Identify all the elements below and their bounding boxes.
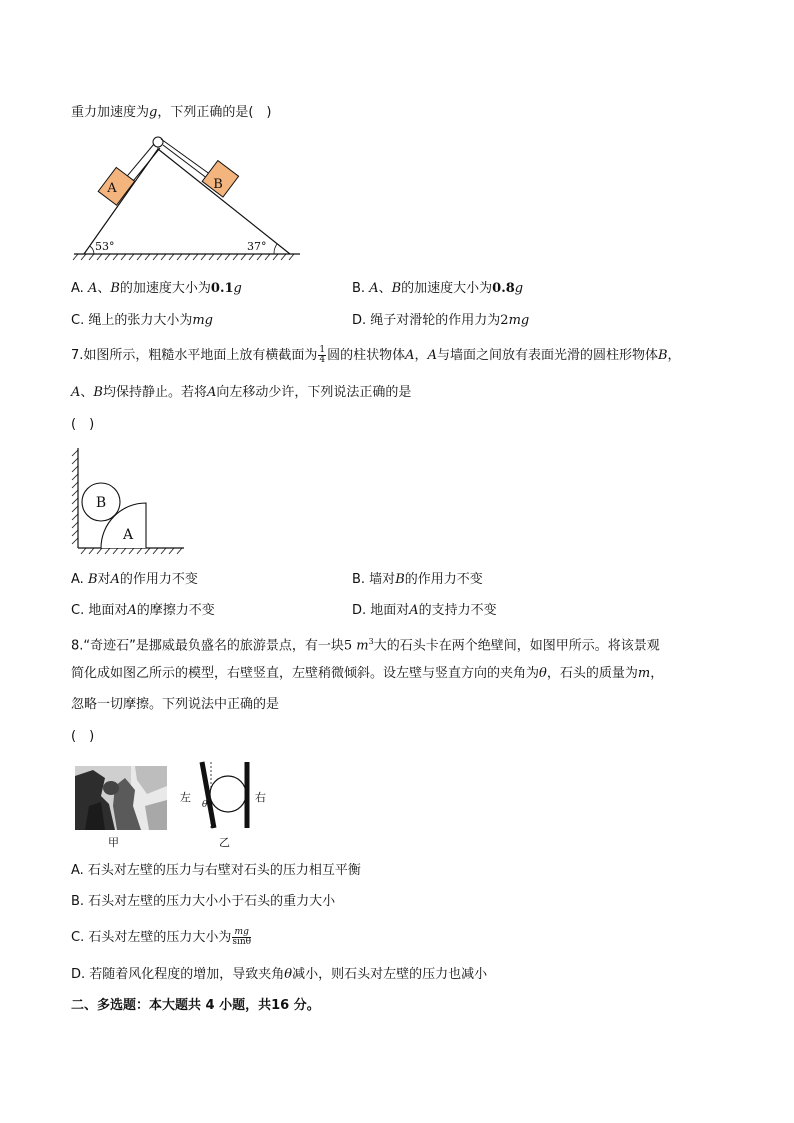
q7-stem-line2 [71,384,411,402]
q7-option-a-prefix: A. [71,572,88,587]
q6-option-c-val: mg [192,313,213,328]
q7-option-b-v: B [395,572,405,587]
q7-stem-line1 [71,346,681,365]
q7-option-c [71,602,215,620]
q6-stem-text: 重力加速度为 [71,105,150,120]
q8-volume-exp: 3 [368,637,374,646]
q8-caption-yi: 乙 [219,836,230,849]
q8-photo-figure [75,766,167,830]
q6-option-d-val: mg [508,313,530,328]
q6-stem [71,104,272,122]
q8-stem-line1 [71,633,660,655]
q8-model-figure [178,760,270,832]
q8-label-left: 左 [180,791,191,804]
q6-label-a: A [107,181,117,196]
q8-option-b: B. 石头对左壁的压力大小小于石头的重力大小 [71,894,336,909]
q7-figure [70,446,188,558]
q7-option-a [71,571,198,589]
q7-line1-a: 7.如图所示，粗糙水平地面上放有横截面为 [71,348,318,363]
q6-option-d-prefix: D. 绳子对滑轮的作用力为 [352,313,501,328]
q6-option-a-v2: B [110,281,120,296]
q8-line1-a: 8.“奇迹石”是挪威最负盛名的旅游景点，有一块 [71,638,344,654]
q7-line1-e: ， [667,348,681,363]
q7-option-d-v: A [409,603,419,618]
q8-option-c-fraction [232,928,251,947]
q8-line2-a: 简化成如图乙所示的模型，右壁竖直，左壁稍微倾斜。设左壁与竖直方向的夹角为 [71,666,540,681]
q6-stem-g: g [149,105,158,120]
q6-option-a-val: 0.1 [210,281,234,296]
q6-option-a-v1: A [87,281,98,296]
q7-line1-c: ， [414,348,428,363]
q7-paren: ( ) [71,417,95,432]
q8-option-d-b: 减小，则石头对左壁的压力也减小 [292,967,488,982]
q7-option-a-v1: B [87,572,98,587]
q8-volume-unit: m [356,638,369,654]
q6-option-c [71,312,213,330]
q7-option-b [352,571,483,589]
q7-option-a-v2: A [110,572,120,587]
q8-line2-c: ， [650,666,664,681]
q8-option-a: A. 石头对左壁的压力与右壁对石头的压力相互平衡 [71,863,361,878]
q7-quarter-fraction [318,346,326,365]
q6-option-a-unit: g [233,281,242,296]
q7-line2-c: 向左移动少许，下列说法正确的是 [216,385,412,400]
q8-option-d [71,966,487,984]
q6-option-d [352,312,529,330]
q8-option-c [71,928,252,947]
q6-label-b: B [213,177,223,192]
q7-var-b-1: B [657,348,668,363]
q6-option-b-prefix: B. [352,281,370,296]
q6-option-a [71,280,242,298]
q8-caption-jia: 甲 [108,836,119,849]
q8-theta: θ [539,666,547,681]
q8-stem-line2 [71,665,663,683]
q6-stem-end: ，下列正确的是( ) [157,105,272,120]
q8-option-d-a: D. 若随着风化程度的增加，导致夹角 [71,967,285,982]
q6-option-b-v1: A [369,281,379,296]
q7-option-c-v: A [127,603,137,618]
q6-option-d-num: 2 [500,313,509,328]
section-2-heading: 二、多选题：本大题共 4 小题，共16 分。 [71,998,320,1013]
q8-line2-b: ，石头的质量为 [546,666,638,681]
q6-figure [72,133,304,265]
q7-option-c-prefix: C. 地面对 [71,603,128,618]
q7-line2-b: 均保持静止。若将 [102,385,207,400]
q7-label-b: B [95,495,107,511]
q7-option-a-text: 的作用力不变 [119,572,198,587]
q6-angle-37: 37° [247,240,267,253]
q8-label-theta: θ [202,800,208,810]
q7-line1-b: 圆的柱状物体 [327,348,406,363]
q7-option-d-prefix: D. 地面对 [352,603,410,618]
q7-option-a-mid: 对 [97,572,111,587]
q8-option-c-frac-bottom: sinθ [232,937,252,947]
q7-var-a-3: A [71,385,81,400]
q7-var-b-2: B [93,385,103,400]
q7-option-c-text: 的摩擦力不变 [136,603,215,618]
q8-stem-line3: 忽略一切摩擦。下列说法中正确的是 [71,697,280,712]
q7-frac-top: 1 [319,345,326,355]
q6-option-b-sep: 、 [378,281,392,296]
q8-volume-num: 5 [343,638,353,654]
q7-option-b-text: 的作用力不变 [404,572,483,587]
q6-option-a-text: 的加速度大小为 [119,281,211,296]
q7-option-b-prefix: B. 墙对 [352,572,396,587]
q8-option-d-theta: θ [284,967,293,982]
q6-option-b-val: 0.8 [492,281,515,296]
q7-var-a-4: A [206,385,217,400]
q7-var-a-1: A [405,348,415,363]
q6-option-b-v2: B [391,281,402,296]
q7-option-d [352,602,497,620]
q7-label-a: A [122,527,134,543]
q8-paren: ( ) [71,729,95,744]
q6-angle-53: 53° [95,240,115,253]
q7-line2-a: 、 [80,385,94,400]
q8-label-right: 右 [255,791,266,804]
q7-var-a-2: A [427,348,437,363]
q8-option-c-prefix: C. 石头对左壁的压力大小为 [71,930,232,945]
q7-frac-bottom: 4 [319,355,326,365]
q8-m: m [637,666,651,681]
q7-option-d-text: 的支持力不变 [418,603,497,618]
q6-option-b-text: 的加速度大小为 [401,281,493,296]
q6-option-a-prefix: A. [71,281,88,296]
q6-option-c-prefix: C. 绳上的张力大小为 [71,313,193,328]
q8-line1-b: 大的石头卡在两个绝壁间，如图甲所示。将该景观 [373,638,660,654]
q6-option-b-unit: g [514,281,524,296]
q6-option-b [352,280,523,298]
q6-option-a-sep: 、 [97,281,111,296]
q8-option-c-frac-top: mg [232,928,251,938]
q7-line1-d: 与墙面之间放有表面光滑的圆柱形物体 [436,348,658,363]
